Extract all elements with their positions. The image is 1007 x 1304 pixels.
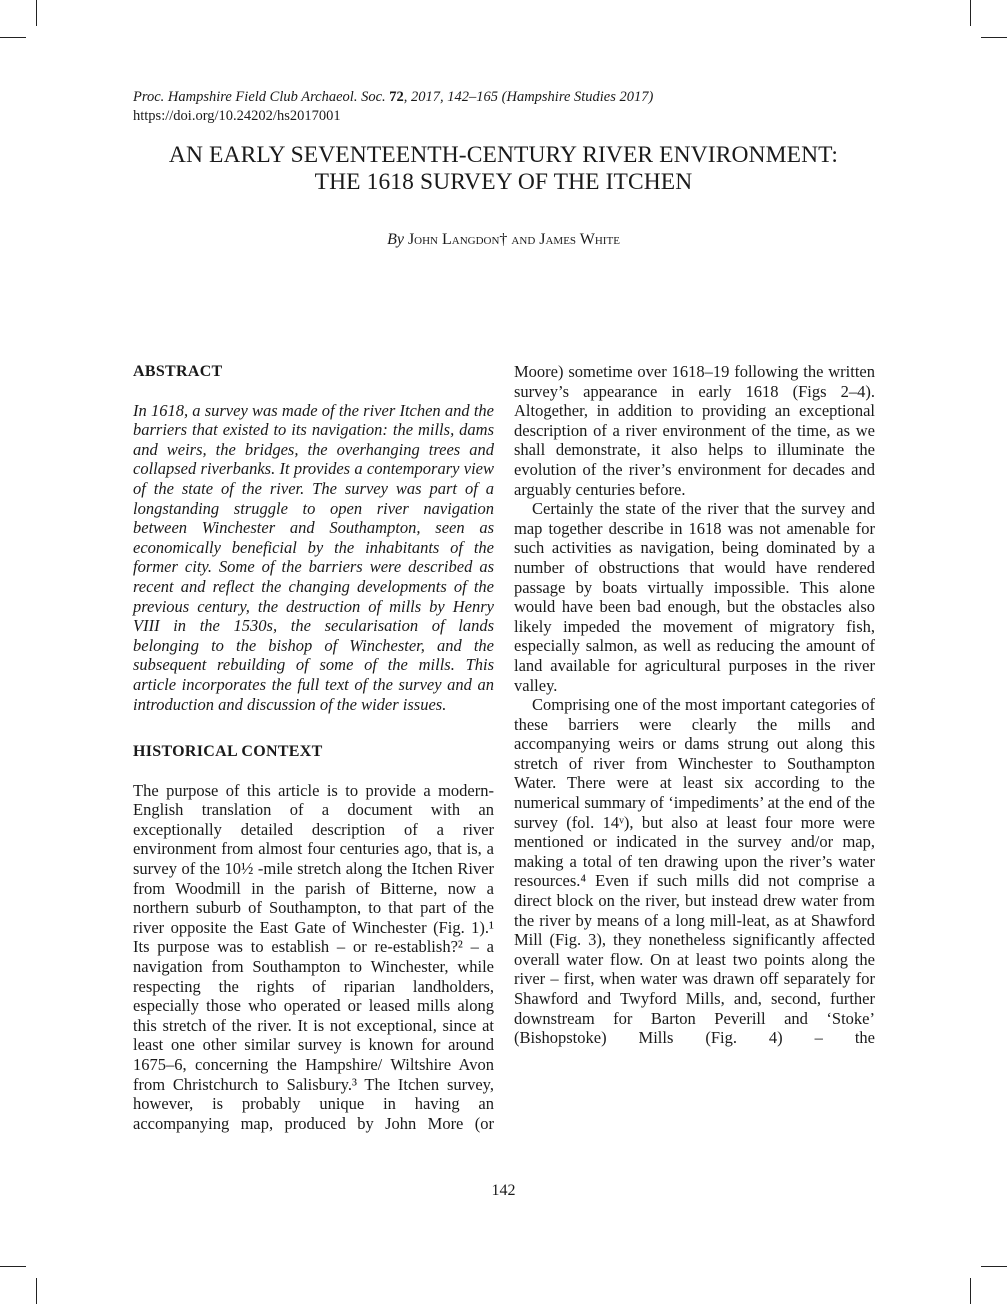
crop-mark-bottom-left-horizontal bbox=[0, 1266, 26, 1267]
historical-context-paragraph-2: Certainly the state of the river that the survey and map together describe in 1618 was not amenable for such activities as navigation, being dominated by a number of obstructions that would have rendered passage by boats virtually impossible. This alone would have been bad enough, but the obstacles also likely impeded the movement of migratory fish, especially salmon, as well as reducing the amount of land available for agricultural purposes in the river valley. bbox=[514, 499, 875, 695]
crop-mark-bottom-right-vertical bbox=[970, 1278, 971, 1304]
crop-mark-bottom-right-horizontal bbox=[981, 1266, 1007, 1267]
journal-name: Proc. Hampshire Field Club Archaeol. Soc. bbox=[133, 89, 386, 105]
byline-authors: John Langdon† and James White bbox=[407, 231, 620, 248]
doi-link[interactable]: https://doi.org/10.24202/hs2017001 bbox=[133, 108, 341, 124]
historical-context-heading: HISTORICAL CONTEXT bbox=[133, 743, 323, 761]
crop-mark-top-left-vertical bbox=[36, 0, 37, 26]
right-column bbox=[514, 362, 875, 1048]
historical-context-paragraph-1: The purpose of this article is to provide a modern-English translation of a document with an exceptionally detailed description of a river environment from almost four centuries ago, that is, a survey of the 10½ -mile stretch along the Itchen River from Woodmill in the parish of Bitterne, now a northern suburb of Southampton, to that part of the river opposite the East Gate of Winchester (Fig. 1).¹ Its purpose was to establish – or re-establish?² – a navigation from Southampton to Winchester, while respecting the rights of riparian landholders, especially those who operated or leased mills along this stretch of the river. It is not exceptional, since at least one other similar survey is known for around 1675–6, concerning the Hampshire/ Wiltshire Avon from Christchurch to Salisbury.³ The Itchen survey, however, is probably unique in having an accompanying map, produced by John More (or bbox=[133, 780, 494, 1133]
crop-mark-bottom-left-vertical bbox=[36, 1278, 37, 1304]
article-title bbox=[60, 142, 947, 196]
page-number: 142 bbox=[491, 1182, 516, 1199]
journal-volume: 72 bbox=[389, 89, 404, 105]
historical-context-paragraph-1-continued: Moore) sometime over 1618–19 following the written survey’s appearance in early 1618 (Figs 2–4). Altogether, in addition to providing an exceptional description of a river environment of the time, as we shall demonstrate, it also helps to illuminate the evolution of the river’s environment for decades and arguably centuries before. bbox=[514, 362, 875, 499]
crop-mark-top-left-horizontal bbox=[0, 37, 26, 38]
crop-mark-top-right-vertical bbox=[970, 0, 971, 26]
journal-citation-details: , 2017, 142–165 (Hampshire Studies 2017) bbox=[403, 89, 654, 105]
historical-context-paragraph-3: Comprising one of the most important categories of these barriers were clearly the mills and accompanying weirs or dams strung out along this stretch of river from Winchester to Southampton Water. There were at least six according to the numerical summary of ‘impediments’ at the end of the survey (fol. 14ᵛ), but also at least four more were mentioned or indicated in the survey and/or map, making a total of ten drawing upon the river’s water resources.⁴ Even if such mills did not comprise a direct block on the river, but instead drew water from the river by means of a long mill-leat, as at Shawford Mill (Fig. 3), they nonetheless significantly affected overall water flow. On at least two points along the river – first, when water was drawn off separately for Shawford and Twyford Mills, and, second, further downstream for Barton Peverill and ‘Stoke’ (Bishopstoke) Mills (Fig. 4) – the bbox=[514, 695, 875, 1048]
left-column bbox=[133, 362, 494, 1133]
abstract-text: In 1618, a survey was made of the river Itchen and the barriers that existed to its navigation: the mills, dams and weirs, the bridges, the overhanging trees and collapsed riverbanks. It provides a contemporary view of the state of the river. The survey was part of a longstanding struggle to open river navigation between Winchester and Southampton, seen as economically beneficial by the inhabitants of the former city. Some of the barriers were described as recent and reflect the changing developments of the previous century, the destruction of mills by Henry VIII in the 1530s, the secularisation of lands belonging to the bishop of Winchester, and the subsequent rebuilding of some of the mills. This article incorporates the full text of the survey and an introduction and discussion of the wider issues. bbox=[133, 400, 494, 714]
article-title-line1: AN EARLY SEVENTEENTH-CENTURY RIVER ENVIRONMENT: bbox=[168, 142, 839, 168]
crop-mark-top-right-horizontal bbox=[981, 37, 1007, 38]
author-byline bbox=[0, 231, 1007, 249]
abstract-heading: ABSTRACT bbox=[133, 363, 223, 380]
journal-citation bbox=[133, 88, 653, 107]
article-title-line2: THE 1618 SURVEY OF THE ITCHEN bbox=[314, 169, 693, 195]
byline-by: By bbox=[387, 231, 404, 248]
journal-header bbox=[133, 88, 653, 126]
